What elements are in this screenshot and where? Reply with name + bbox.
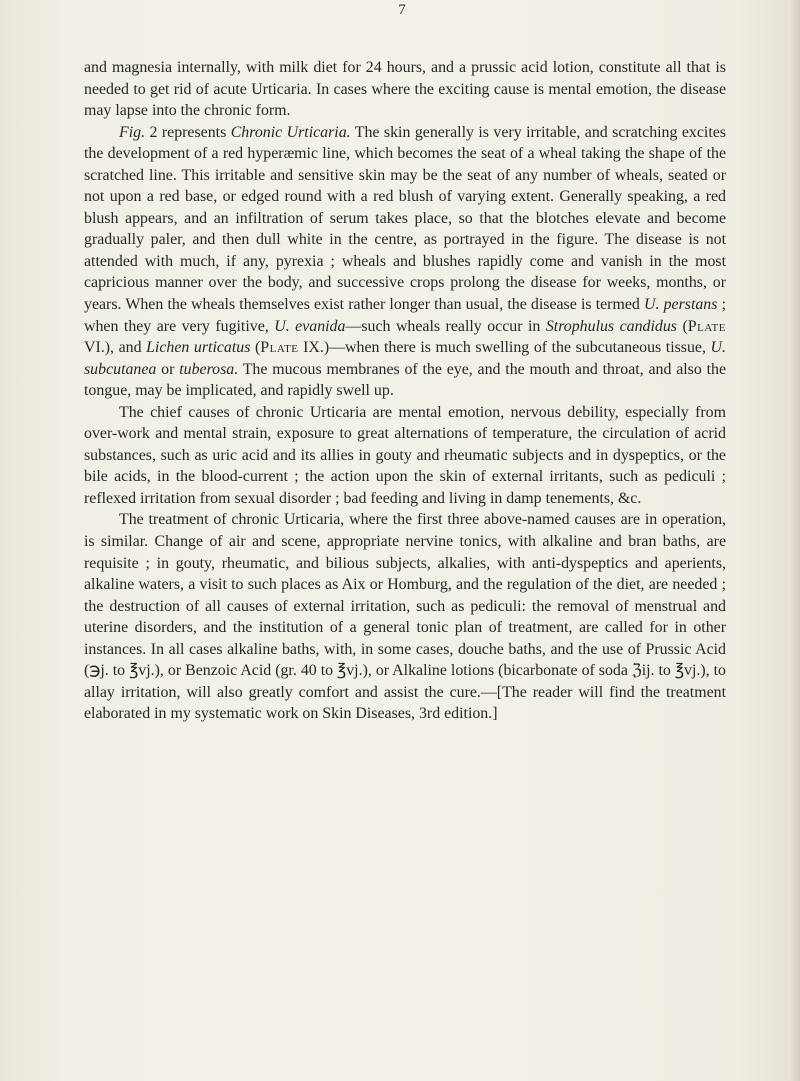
italic-text: tuberosa. [179,360,239,378]
small-caps-text: Plate [260,339,299,357]
italic-text: Chronic Urticaria. [230,123,351,141]
paragraph [84,57,726,122]
text-run: and magnesia internally, with milk diet for 24 hours, and a prussic acid lotion, constitute all that is needed to get rid of acute Urticaria. In cases where the exciting cause is mental emotion, the disease may lapse into the chronic form. [84,59,726,120]
text-run: ( [250,339,261,357]
italic-text: Strophulus candidus [545,317,677,335]
text-run: ; when they are very fugitive, [84,296,727,335]
page-edge-shadow [790,0,800,1081]
text-run: VI.), and [84,339,147,357]
italic-text: U. evanida [274,317,346,335]
text-run: The skin generally is very irritable, and scratching excites the development of a red hyperæmic line, which becomes the seat of a wheal taking the shape of the scratched line. This irritable and sensitive skin may be the seat of any number of wheals, seated or not upon a red base, or edged round with a red blush of varying extent. Generally speaking, a red blush appears, and an infiltration of serum takes place, so that the blotches elevate and become gradually paler, and then dull white in the centre, as portrayed in the figure. The disease is not attended with much, if any, pyrexia ; wheals and blushes rapidly come and vanish in the most capricious manner over the body, and successive crops prolong the disease for weeks, months, or years. When the wheals themselves exist rather longer than usual, the disease is termed [84,123,726,314]
body-text [84,57,726,725]
text-run: or [156,360,180,378]
text-run: The mucous membranes of the eye, and the mouth and throat, and also the tongue, may be implicated, and rapidly swell up. [84,360,726,400]
paragraph [84,402,726,510]
text-run: —such wheals really occur in [345,317,546,335]
text-run: The chief causes of chronic Urticaria are mental emotion, nervous debility, especially from over-work and mental strain, exposure to great alternations of temperature, the circulation of acrid substances, such as uric acid and its allies in gouty and rheumatic subjects and in dyspeptics, or the bile acids, in the blood-current ; the action upon the skin of external irritants, such as pediculi ; reflexed irritation from sexual disorder ; bad feeding and living in damp tenements, &c. [84,403,726,507]
italic-text: Fig. [119,123,146,141]
page-number: 7 [398,2,406,18]
text-run: ( [676,317,688,335]
text-run: IX.)—when there is much swelling of the subcutaneous tissue, [298,339,711,357]
text-run: The treatment of chronic Urticaria, where the first three above-named causes are in operation, is similar. Change of air and scene, appropriate nervine tonics, with alkaline and bran baths, are requisite ; in gouty, rheumatic, and bilious subjects, alkalies, with anti-dyspeptics and aperients, alkaline waters, a visit to such places as Aix or Homburg, and the regulation of the diet, are needed ; the destruction of all causes of external irritation, such as pediculi: the removal of menstrual and uterine disorders, and the institution of a general tonic plan of treatment, are called for in other instances. In all cases alkaline baths, with, in some cases, douche baths, and the use of Prussic Acid (℈j. to ℥vj.), or Benzoic Acid (gr. 40 to ℥vj.), or Alkaline lotions (bicarbonate of soda ℨij. to ℥vj.), to allay irritation, will also greatly comfort and assist the cure.—[The reader will find the treatment elaborated in my systematic work on Skin Diseases, 3rd edition.] [84,511,726,723]
small-caps-text: Plate [687,317,726,335]
italic-text: U. perstans [643,296,718,314]
paragraph [84,509,726,724]
text-run: 2 represents [145,123,231,141]
italic-text: Lichen urticatus [146,339,251,357]
italic-text: U. subcutanea [84,339,726,378]
paragraph [84,122,726,402]
